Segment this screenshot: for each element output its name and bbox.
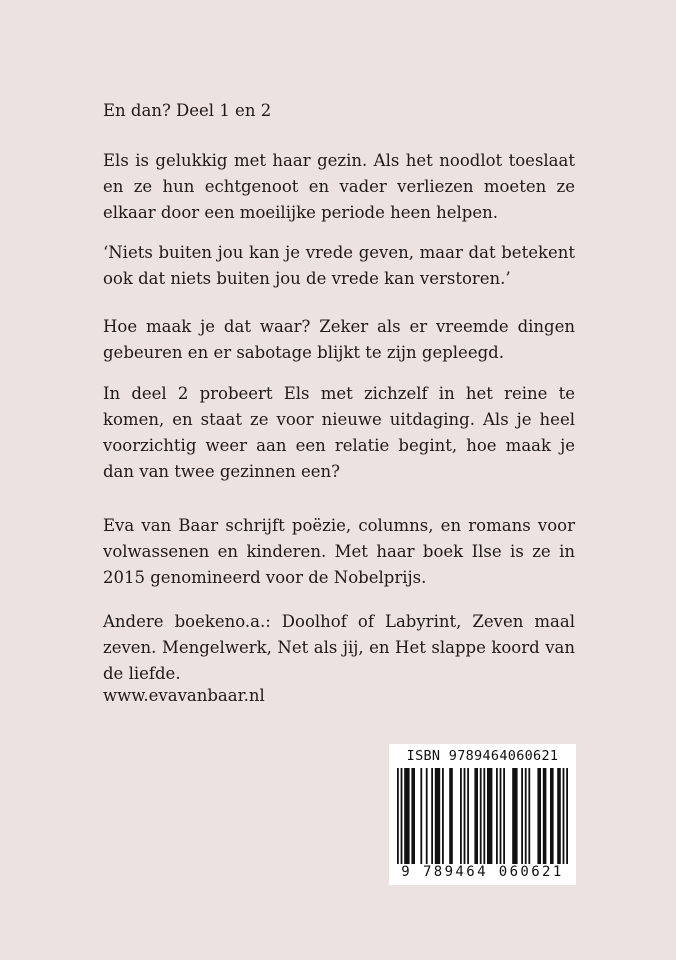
isbn-label: ISBN 9789464060621 bbox=[406, 748, 559, 764]
barcode-bar bbox=[442, 768, 444, 864]
quote-paragraph: ‘Niets buiten jou kan je vrede geven, maar dat betekent ook dat niets buiten jou de vrede kan verstoren.’ bbox=[103, 243, 575, 288]
barcode-bar bbox=[503, 768, 505, 864]
barcode-bar bbox=[528, 768, 530, 864]
barcode-digits: 9 789464 060621 bbox=[401, 864, 564, 880]
barcode-bars bbox=[397, 768, 568, 864]
synopsis-paragraph-1: Els is gelukkig met haar gezin. Als het noodlot toeslaat en ze hun echtgenoot en vader verliezen moeten ze elkaar door een moeilijke periode heen helpen. bbox=[103, 151, 575, 222]
barcode-bar bbox=[464, 768, 466, 864]
website-link[interactable]: www.evavanbaar.nl bbox=[103, 686, 265, 705]
barcode-bar bbox=[500, 768, 502, 864]
barcode-bar bbox=[563, 768, 565, 864]
barcode-bar bbox=[483, 768, 485, 864]
barcode-bar bbox=[426, 768, 428, 864]
barcode-bar bbox=[467, 768, 469, 864]
other-books: Andere boekeno.a.: Doolhof of Labyrint, Zeven maal zeven. Mengelwerk, Net als jij, en Het slappe koord van de liefde. bbox=[103, 612, 575, 683]
book-title: En dan? Deel 1 en 2 bbox=[103, 101, 272, 120]
barcode-bar bbox=[496, 768, 498, 864]
barcode-bar bbox=[411, 768, 415, 864]
barcode-bar bbox=[480, 768, 482, 864]
barcode-bar bbox=[460, 768, 462, 864]
barcode-bar bbox=[401, 768, 403, 864]
barcode-bar bbox=[449, 768, 453, 864]
synopsis-paragraph-3: In deel 2 probeert Els met zichzelf in het reine te komen, en staat ze voor nieuwe uitdaging. Als je heel voorzichtig weer aan een relatie begint, hoe maak je dan van twee gezinnen een? bbox=[103, 384, 575, 481]
barcode-bar bbox=[521, 768, 523, 864]
barcode-bar bbox=[550, 768, 554, 864]
barcode-bar bbox=[557, 768, 561, 864]
isbn-barcode bbox=[389, 744, 576, 885]
barcode-bar bbox=[512, 768, 517, 864]
barcode-bar bbox=[474, 768, 478, 864]
barcode-bar bbox=[404, 768, 409, 864]
barcode-bar bbox=[537, 768, 541, 864]
barcode-bar bbox=[525, 768, 527, 864]
author-bio: Eva van Baar schrijft poëzie, columns, en romans voor volwassenen en kinderen. Met haar boek Ilse is ze in 2015 genomineerd voor de Nobelprijs. bbox=[103, 516, 575, 587]
barcode-bar bbox=[420, 768, 422, 864]
barcode-bar bbox=[487, 768, 492, 864]
barcode-bar bbox=[431, 768, 433, 864]
barcode-bar bbox=[397, 768, 399, 864]
barcode-bar bbox=[566, 768, 568, 864]
barcode-bar bbox=[435, 768, 440, 864]
synopsis-paragraph-2: Hoe maak je dat waar? Zeker als er vreemde dingen gebeuren en er sabotage blijkt te zijn gepleegd. bbox=[103, 317, 575, 362]
barcode-bar bbox=[543, 768, 547, 864]
